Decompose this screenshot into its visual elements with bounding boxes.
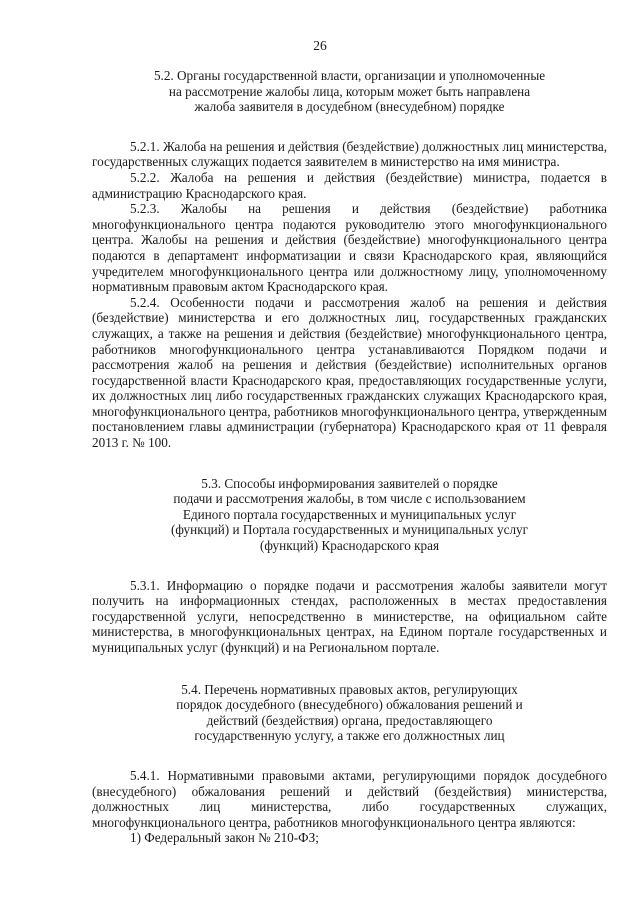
list-item: 1) Федеральный закон № 210-ФЗ; — [130, 830, 319, 846]
document-body — [92, 68, 607, 846]
heading-line: жалоба заявителя в досудебном (внесудебном) порядке — [194, 99, 505, 115]
section-heading-5-4 — [108, 682, 591, 744]
heading-line: подачи и рассмотрения жалобы, в том числе с использованием — [173, 491, 526, 507]
paragraph-5-2-3: 5.2.3. Жалобы на решения и действия (бездействие) работника многофункционального центра подаются руководителю этого многофункционального центра. Жалобы на решения и действия (бездействие) многофункционального центра подаются в департамент информатизации и связи Краснодарского края, являющийся учредителем многофункционального центра или должностному лицу, уполномоченному нормативным правовым актом Краснодарского края. — [92, 201, 607, 295]
heading-line: на рассмотрение жалобы лица, которым может быть направлена — [168, 83, 531, 99]
heading-line: (функций) Краснодарского края — [259, 538, 440, 554]
heading-line: Единого портала государственных и муниципальных услуг — [182, 506, 517, 522]
heading-line: (функций) и Портала государственных и муниципальных услуг — [170, 522, 529, 538]
heading-line: 5.3. Способы информирования заявителей о порядке — [201, 475, 498, 491]
heading-line: государственную услугу, а также его должностных лиц — [194, 728, 505, 744]
page-number: 26 — [313, 38, 327, 53]
heading-line: порядок досудебного (внесудебного) обжалования решений и — [176, 697, 523, 713]
section-heading-5-2 — [108, 68, 591, 115]
paragraph-5-2-4: 5.2.4. Особенности подачи и рассмотрения жалоб на решения и действия (бездействие) министерства и его должностных лиц, государственных гражданских служащих, а также на решения и действия (бездействие) многофункционального центра, работников многофункционального центра устанавливаются Порядком подачи и рассмотрения жалоб на решения и действия (бездействие) исполнительных органов государственной власти Краснодарского края, предоставляющих государственные услуги, их должностных лиц либо государственных гражданских служащих Краснодарского края, многофункционального центра, работников многофункционального центра, утвержденным постановлением главы администрации (губернатора) Краснодарского края от 11 февраля 2013 г. № 100. — [92, 294, 607, 451]
heading-line: 5.4. Перечень нормативных правовых актов, регулирующих — [181, 681, 518, 697]
heading-line: 5.2. Органы государственной власти, организации и уполномоченные — [153, 68, 546, 83]
paragraph-5-2-1: 5.2.1. Жалоба на решения и действия (бездействие) должностных лиц министерства, государственных служащих подается заявителем в министерство на имя министра. — [92, 138, 607, 170]
paragraph-5-4-1: 5.4.1. Нормативными правовыми актами, регулирующими порядок досудебного (внесудебного) обжалования решений и действий (бездействия) министерства, должностных лиц министерства, либо государственных служащих, многофункционального центра, работников многофункционального центра являются: — [92, 767, 607, 830]
section-heading-5-3 — [108, 476, 591, 554]
heading-line: действий (бездействия) органа, предоставляющего — [206, 712, 493, 728]
paragraph-5-3-1: 5.3.1. Информацию о порядке подачи и рассмотрения жалобы заявители могут получить на информационных стендах, расположенных в местах предоставления государственной услуги, непосредственно в министерстве, на официальном сайте министерства, в многофункциональных центрах, на Едином портале государственных и муниципальных услуг (функций) и на Региональном портале. — [92, 577, 607, 655]
paragraph-5-2-2: 5.2.2. Жалоба на решения и действия (бездействие) министра, подается в администрацию Краснодарского края. — [92, 169, 607, 201]
